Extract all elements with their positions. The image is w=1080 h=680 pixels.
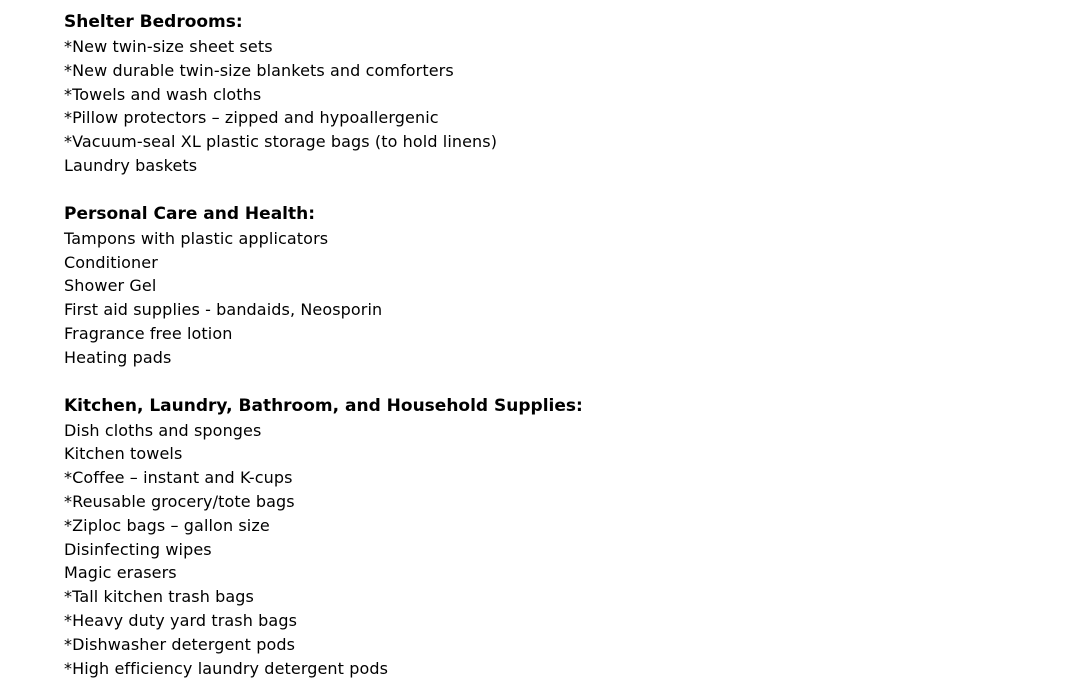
- list-item: Kitchen towels: [64, 444, 183, 464]
- list-item: *Pillow protectors – zipped and hypoallergenic: [64, 108, 439, 128]
- list-item: *New durable twin-size blankets and comforters: [64, 60, 454, 80]
- list-item: Heating pads: [64, 347, 172, 367]
- section-shelter-bedrooms: [64, 10, 1044, 178]
- list-item: Tampons with plastic applicators: [64, 228, 329, 248]
- section-heading: Personal Care and Health:: [64, 203, 316, 224]
- list-item: First aid supplies - bandaids, Neosporin: [64, 300, 383, 320]
- list-item: Laundry baskets: [64, 155, 198, 175]
- list-item: Magic erasers: [64, 563, 177, 583]
- list-item: Conditioner: [64, 252, 158, 272]
- list-item: *Dishwasher detergent pods: [64, 634, 296, 654]
- list-item: Fragrance free lotion: [64, 323, 233, 343]
- list-item: *Tall kitchen trash bags: [64, 587, 254, 607]
- list-item: *Towels and wash cloths: [64, 84, 262, 104]
- section-heading: Kitchen, Laundry, Bathroom, and Household Supplies:: [64, 395, 583, 416]
- list-item: *Reusable grocery/tote bags: [64, 491, 295, 511]
- list-item: *Ziploc bags – gallon size: [64, 515, 270, 535]
- list-item: *New twin-size sheet sets: [64, 37, 273, 56]
- list-item: Shower Gel: [64, 276, 157, 296]
- section-personal-care: [64, 202, 1044, 370]
- section-heading: Shelter Bedrooms:: [64, 12, 243, 32]
- list-item: Disinfecting wipes: [64, 539, 212, 559]
- list-item: *Coffee – instant and K-cups: [64, 468, 293, 488]
- list-item: *High efficiency laundry detergent pods: [64, 658, 389, 678]
- list-item: Dish cloths and sponges: [64, 420, 262, 440]
- list-item: *Vacuum-seal XL plastic storage bags (to hold linens): [64, 132, 498, 152]
- list-item: *Heavy duty yard trash bags: [64, 610, 298, 630]
- section-household-supplies: [64, 394, 1044, 680]
- document-page: [64, 10, 1044, 680]
